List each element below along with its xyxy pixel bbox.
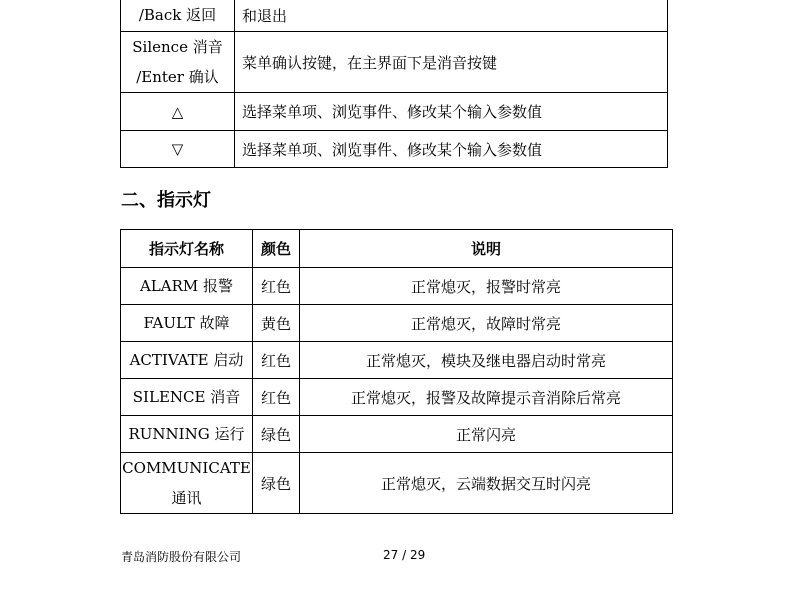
- indicator-name: ACTIVATE 启动: [121, 342, 253, 379]
- section-heading: 二、指示灯: [121, 190, 211, 211]
- table-row: [121, 268, 673, 305]
- page-number: 27 / 29: [383, 548, 426, 562]
- indicator-description: 正常熄灭，报警及故障提示音消除后常亮: [300, 379, 673, 416]
- table-row: [121, 305, 673, 342]
- table-row: [121, 131, 668, 168]
- key-label-line2: /Enter 确认: [136, 68, 219, 86]
- key-description: 选择菜单项、浏览事件、修改某个输入参数值: [235, 131, 668, 168]
- up-arrow-key: △: [121, 93, 235, 131]
- table-row: [121, 453, 673, 514]
- indicator-description: 正常闪亮: [300, 416, 673, 453]
- indicator-name: FAULT 故障: [121, 305, 253, 342]
- key-cell: [121, 32, 235, 93]
- key-cell: /Back 返回: [121, 0, 235, 32]
- table-row: [121, 32, 668, 93]
- indicator-color: 红色: [253, 268, 300, 305]
- indicator-description: 正常熄灭，模块及继电器启动时常亮: [300, 342, 673, 379]
- indicator-description: 正常熄灭，报警时常亮: [300, 268, 673, 305]
- down-arrow-key: ▽: [121, 131, 235, 168]
- indicator-name: SILENCE 消音: [121, 379, 253, 416]
- indicator-name: RUNNING 运行: [121, 416, 253, 453]
- indicator-name-line2: 通讯: [171, 489, 202, 507]
- indicator-color: 绿色: [253, 416, 300, 453]
- keys-table: [120, 0, 668, 168]
- table-row: [121, 342, 673, 379]
- indicator-name: [121, 453, 253, 514]
- header-name: 指示灯名称: [121, 230, 253, 268]
- header-color: 颜色: [253, 230, 300, 268]
- header-description: 说明: [300, 230, 673, 268]
- table-row: [121, 0, 668, 32]
- indicator-color: 红色: [253, 379, 300, 416]
- indicator-name: ALARM 报警: [121, 268, 253, 305]
- table-header-row: [121, 230, 673, 268]
- key-description: 菜单确认按键，在主界面下是消音按键: [235, 32, 668, 93]
- indicator-description: 正常熄灭，云端数据交互时闪亮: [300, 453, 673, 514]
- table-row: [121, 93, 668, 131]
- key-description: 选择菜单项、浏览事件、修改某个输入参数值: [235, 93, 668, 131]
- indicator-color: 黄色: [253, 305, 300, 342]
- key-label-line1: Silence 消音: [132, 38, 223, 56]
- footer-company: 青岛消防股份有限公司: [121, 550, 242, 564]
- indicator-color: 绿色: [253, 453, 300, 514]
- table-row: [121, 379, 673, 416]
- key-description: 和退出: [235, 0, 668, 32]
- indicator-description: 正常熄灭，故障时常亮: [300, 305, 673, 342]
- indicator-name-line1: COMMUNICATE: [122, 459, 251, 477]
- table-row: [121, 416, 673, 453]
- indicator-table: [120, 229, 673, 514]
- indicator-color: 红色: [253, 342, 300, 379]
